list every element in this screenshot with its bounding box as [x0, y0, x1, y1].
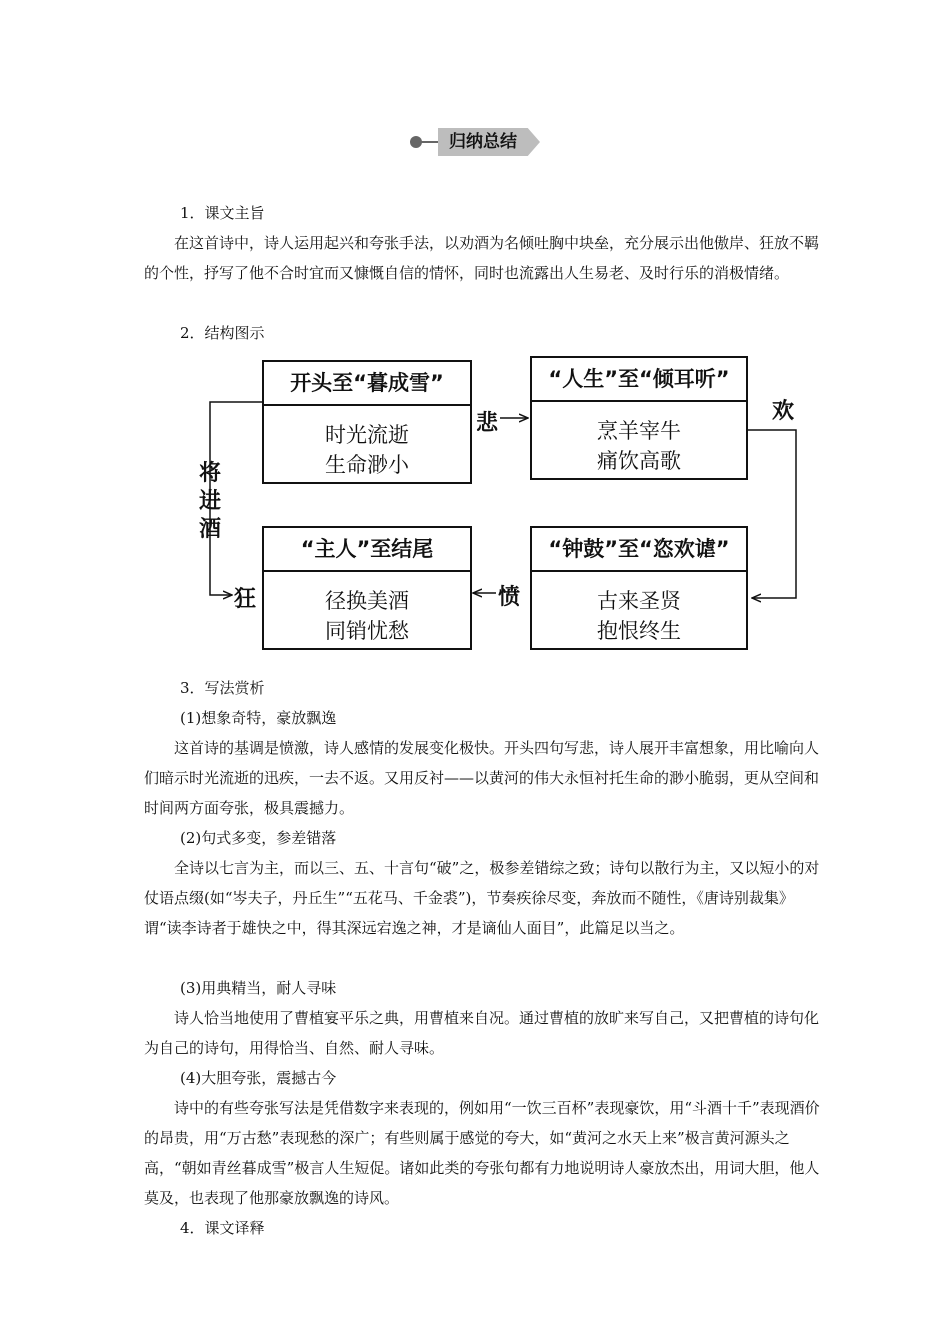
arrow-huan [748, 430, 796, 598]
box-zhonggu-line-2: 抱恨终生 [597, 619, 681, 643]
box-rensheng-title: “人生”至“倾耳听” [532, 358, 746, 402]
section-3-heading: 3．写法赏析 [180, 679, 265, 697]
side-title-char-1: 将 [198, 461, 221, 486]
section-3-2-title: (2)句式多变，参差错落 [180, 829, 337, 847]
box-opening-line-2: 生命渺小 [325, 453, 409, 477]
box-zhuren-line-2: 同销忧愁 [325, 619, 409, 643]
section-3-1-title: (1)想象奇特，豪放飘逸 [180, 709, 337, 727]
section-3-1-paragraph: 这首诗的基调是愤激，诗人感情的发展变化极快。开头四句写悲，诗人展开丰富想象，用比喻向人们暗示时光流逝的迅疾，一去不返。又用反衬——以黄河的伟大永恒衬托生命的渺小脆弱，更从空间和时间两方面夸张，极具震撼力。 [144, 739, 820, 817]
box-rensheng-content [532, 402, 746, 476]
side-title [195, 460, 225, 544]
section-3-3-title: (3)用典精当，耐人寻味 [180, 979, 337, 997]
banner-title: 归纳总结 [449, 132, 517, 152]
box-zhonggu [530, 526, 748, 650]
section-3-2-paragraph: 全诗以七言为主，而以三、五、十言句“破”之，极参差错综之致；诗句以散行为主，又以短小的对仗语点缀(如“岑夫子，丹丘生”“五花马、千金裘”)，节奏疾徐尽变，奔放而不随性，《唐诗别裁集》谓“读李诗者于雄快之中，得其深远宕逸之神，才是谪仙人面目”，此篇足以当之。 [144, 859, 820, 937]
box-opening-title: 开头至“暮成雪” [264, 362, 470, 406]
section-3-3-paragraph: 诗人恰当地使用了曹植宴平乐之典，用曹植来自况。通过曹植的放旷来写自己，又把曹植的诗句化为自己的诗句，用得恰当、自然、耐人寻味。 [144, 1009, 820, 1057]
box-zhuren [262, 526, 472, 650]
label-huan: 欢 [772, 399, 795, 424]
label-bei: 悲 [476, 411, 499, 436]
box-opening [262, 360, 472, 484]
section-3-4-paragraph: 诗中的有些夸张写法是凭借数字来表现的，例如用“一饮三百杯”表现豪饮，用“斗酒十千”表现酒价的昂贵，用“万古愁”表现愁的深广；有些则属于感觉的夸大，如“黄河之水天上来”极言黄河源头之高，“朝如青丝暮成雪”极言人生短促。诸如此类的夸张句都有力地说明诗人豪放杰出，用词大胆，他人莫及，也表现了他那豪放飘逸的诗风。 [144, 1099, 820, 1207]
box-zhonggu-content [532, 572, 746, 646]
box-zhonggu-line-1: 古来圣贤 [597, 589, 681, 613]
box-rensheng [530, 356, 748, 480]
box-zhuren-line-1: 径换美酒 [325, 589, 409, 613]
box-rensheng-line-2: 痛饮高歌 [597, 449, 681, 473]
side-title-char-2: 进 [198, 489, 221, 514]
section-2-heading: 2．结构图示 [180, 324, 265, 342]
label-kuang: 狂 [234, 587, 257, 612]
section-banner [410, 127, 540, 157]
structure-diagram [180, 350, 800, 655]
side-title-char-3: 酒 [198, 517, 221, 542]
label-fen: 愤 [498, 585, 521, 610]
box-opening-content [264, 406, 470, 480]
section-3-4-title: (4)大胆夸张，震撼古今 [180, 1069, 337, 1087]
box-rensheng-line-1: 烹羊宰牛 [597, 419, 681, 443]
box-opening-line-1: 时光流逝 [325, 423, 409, 447]
box-zhuren-title: “主人”至结尾 [264, 528, 470, 572]
section-1-paragraph: 在这首诗中，诗人运用起兴和夸张手法，以劝酒为名倾吐胸中块垒，充分展示出他傲岸、狂放不羁的个性，抒写了他不合时宜而又慷慨自信的情怀，同时也流露出人生易老、及时行乐的消极情绪。 [144, 234, 820, 282]
section-4-heading: 4．课文译释 [180, 1219, 265, 1237]
section-1-heading: 1．课文主旨 [180, 204, 265, 222]
box-zhuren-content [264, 572, 470, 646]
box-zhonggu-title: “钟鼓”至“恣欢谑” [532, 528, 746, 572]
